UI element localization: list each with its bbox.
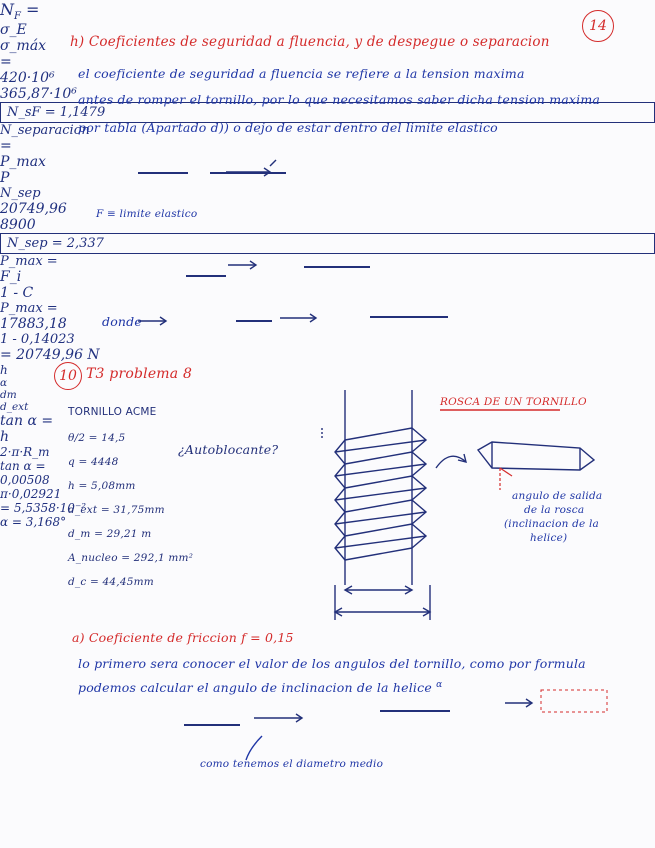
para-line-1: el coeficiente de seguridad a fluencia se refiere a la tension maxima — [78, 66, 525, 81]
param-item: h = 5,08mm — [68, 480, 136, 492]
pmax-eq-label: P_max = — [0, 301, 58, 317]
equals-2: = — [0, 138, 12, 155]
section-a-line-2: podemos calcular el angulo de inclinacion de la helice $^\alpha$ — [78, 680, 443, 696]
pmax-label: P_max = — [0, 254, 58, 270]
dm-label: dm — [0, 389, 17, 402]
nsep-num: P_max — [0, 154, 46, 171]
section-h-title: h) Coeficientes de seguridad a fluencia, y de despegue o separacion — [70, 34, 550, 50]
section-a-title: a) Coeficiente de friccion f = 0,15 — [72, 630, 294, 645]
tan2-label: tan α = — [0, 459, 46, 474]
param-item: θ/2 = 14,5 — [68, 432, 126, 444]
angulo-note-4: helice) — [530, 532, 568, 544]
tan2-num: 0,00508 — [0, 473, 50, 488]
sigma-den: σ_máx — [0, 38, 47, 55]
nsep-den: P — [0, 170, 10, 187]
pmax-den: 1 - C — [0, 285, 34, 302]
section-10-title: T3 problema 8 — [86, 366, 193, 382]
section-number: 10 — [59, 368, 77, 384]
param-item: A_nucleo = 292,1 mm² — [68, 552, 194, 564]
tan2-den: π·0,02921 — [0, 487, 62, 502]
pmax-result: = 20749,96 N — [0, 347, 100, 364]
param-item: d_m = 29,21 m — [68, 528, 152, 540]
tan2-result: = 5,5358·10⁻² — [0, 501, 87, 516]
diametro-note: como tenemos el diametro medio — [200, 758, 384, 770]
pmax-val-num: 17883,18 — [0, 316, 67, 333]
pmax-num: F_i — [0, 269, 22, 286]
tornillo-label: TORNILLO ACME — [68, 406, 157, 418]
val-num: 420·10⁶ — [0, 70, 55, 87]
autoblocante-note: ¿Autoblocante? — [178, 442, 279, 457]
angulo-note-3: (inclinacion de la — [504, 518, 599, 530]
param-item: d_ext = 31,75mm — [68, 504, 165, 516]
nsep-val-den: 8900 — [0, 217, 36, 234]
pmax-val-den: 1 - 0,14023 — [0, 332, 75, 348]
section-a-line-1: lo primero sera conocer el valor de los angulos del tornillo, como por formula — [78, 656, 586, 671]
sigma-num: σ_E — [0, 22, 27, 39]
val-den: 365,87·10⁶ — [0, 86, 77, 103]
nf-label: $N_F$ = — [0, 0, 40, 23]
param-item: q = 4448 — [68, 456, 119, 468]
donde-label: donde — [102, 314, 142, 329]
alpha-label: α — [0, 377, 8, 390]
nsep-result-box: N_sep = 2,337 — [0, 233, 655, 254]
tan2-fraction-bar — [380, 710, 450, 712]
f-note: F ≡ limite elastico — [96, 208, 198, 220]
nsep-label: N_separacion — [0, 123, 90, 139]
angulo-note-2: de la rosca — [524, 504, 585, 516]
param-item: d_c = 44,45mm — [68, 576, 154, 588]
tan-num: h — [0, 429, 10, 446]
page-number: 14 — [589, 18, 607, 34]
dext-label: d_ext — [0, 401, 29, 414]
nsep-arrow-label: N_sep — [0, 186, 41, 202]
rosca-title: ROSCA DE UN TORNILLO — [440, 396, 587, 408]
para-line-3: por tabla (Apartado d)) o dejo de estar dentro del limite elastico — [78, 120, 498, 135]
equals-1: = — [0, 54, 12, 71]
h-marker-label: h — [0, 363, 8, 378]
angulo-note-1: angulo de salida — [512, 490, 603, 502]
tan-den: 2·π·R_m — [0, 445, 50, 460]
para-line-2: antes de romper el tornillo, por lo que necesitamos saber dicha tension maxima — [78, 92, 601, 107]
tan-label: tan α = — [0, 413, 54, 430]
alpha-result: α = 3,168° — [0, 515, 67, 530]
nsep-val-num: 20749,96 — [0, 201, 67, 218]
nf-result-box: N_sF = 1,1479 — [0, 102, 655, 123]
